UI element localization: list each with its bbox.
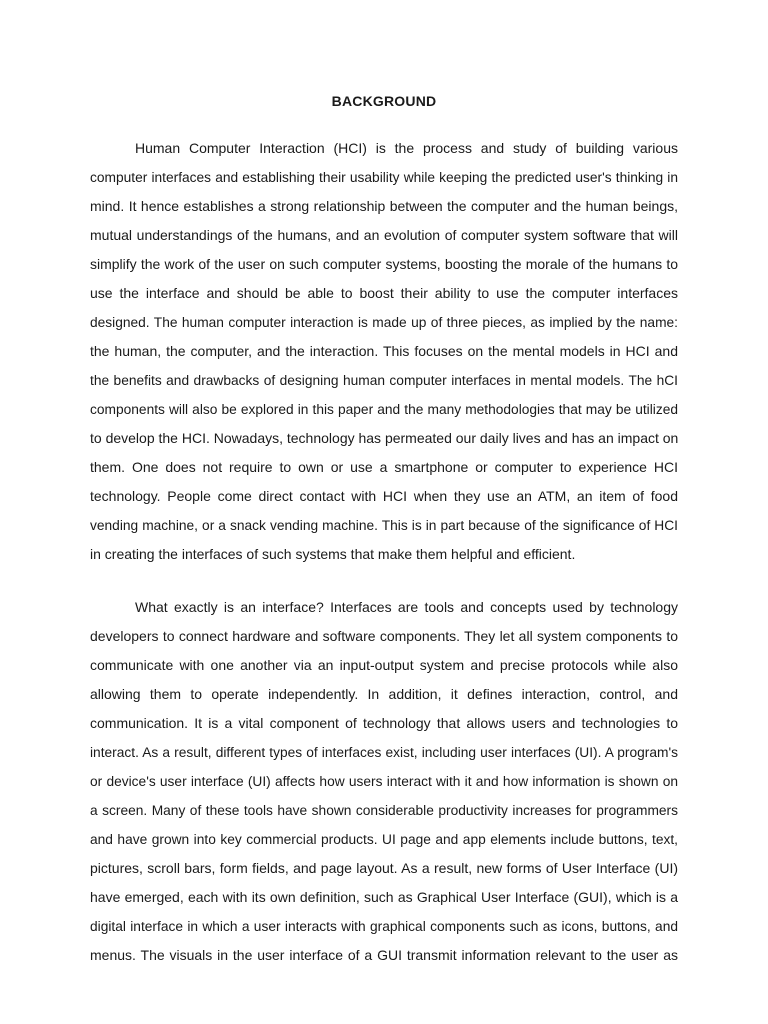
text-line: simplify the work of the user on such computer systems, boosting the morale of the humans to (90, 256, 678, 272)
text-line: pictures, scroll bars, form fields, and page layout. As a result, new forms of User Interface (UI) (90, 860, 678, 876)
text-line: designed. The human computer interaction is made up of three pieces, as implied by the name: (90, 315, 678, 330)
paragraph-2 (90, 593, 678, 970)
text-line: developers to connect hardware and software components. They let all system components to (90, 628, 678, 644)
text-line: mind. It hence establishes a strong relationship between the computer and the human beings, (90, 198, 678, 214)
text-line: components will also be explored in this paper and the many methodologies that may be utilized (90, 402, 678, 417)
text-line: mutual understandings of the humans, and an evolution of computer system software that will (90, 227, 678, 243)
text-line: use the interface and should be able to boost their ability to use the computer interfaces (90, 285, 678, 301)
text-line: allowing them to operate independently. In addition, it defines interaction, control, and (90, 686, 678, 702)
text-line: a screen. Many of these tools have shown considerable productivity increases for programmers (90, 803, 678, 818)
text-line: Human Computer Interaction (HCI) is the process and study of building various (135, 140, 678, 156)
text-line: and have grown into key commercial products. UI page and app elements include buttons, text, (90, 832, 678, 847)
text-line: or device's user interface (UI) affects how users interact with it and how information is shown on (90, 774, 678, 789)
text-line: them. One does not require to own or use a smartphone or computer to experience HCI (90, 459, 678, 475)
text-line: to develop the HCI. Nowadays, technology has permeated our daily lives and has an impact on (90, 430, 679, 446)
paragraph-1 (90, 134, 678, 569)
text-line: interact. As a result, different types of interfaces exist, including user interfaces (UI). A program's (90, 745, 678, 760)
text-line: vending machine, or a snack vending machine. This is in part because of the significance of HCI (90, 518, 678, 533)
text-line: communicate with one another via an input-output system and precise protocols while also (90, 657, 678, 673)
text-line: communication. It is a vital component of technology that allows users and technologies to (90, 715, 678, 731)
text-line: technology. People come direct contact with HCI when they use an ATM, an item of food (90, 488, 678, 504)
text-line: the human, the computer, and the interaction. This focuses on the mental models in HCI and (90, 343, 678, 359)
text-line: digital interface in which a user interacts with graphical components such as icons, buttons, and (90, 919, 678, 934)
page-heading: BACKGROUND (331, 93, 437, 109)
text-line: have emerged, each with its own definition, such as Graphical User Interface (GUI), which is a (90, 889, 678, 905)
text-line: menus. The visuals in the user interface of a GUI transmit information relevant to the user as (90, 947, 678, 963)
text-line: computer interfaces and establishing their usability while keeping the predicted user's thinking in (90, 170, 678, 185)
text-line: What exactly is an interface? Interfaces are tools and concepts used by technology (135, 599, 678, 615)
text-line: in creating the interfaces of such systems that make them helpful and efficient. (90, 546, 576, 562)
text-line: the benefits and drawbacks of designing human computer interfaces in mental models. The hCI (90, 373, 678, 388)
